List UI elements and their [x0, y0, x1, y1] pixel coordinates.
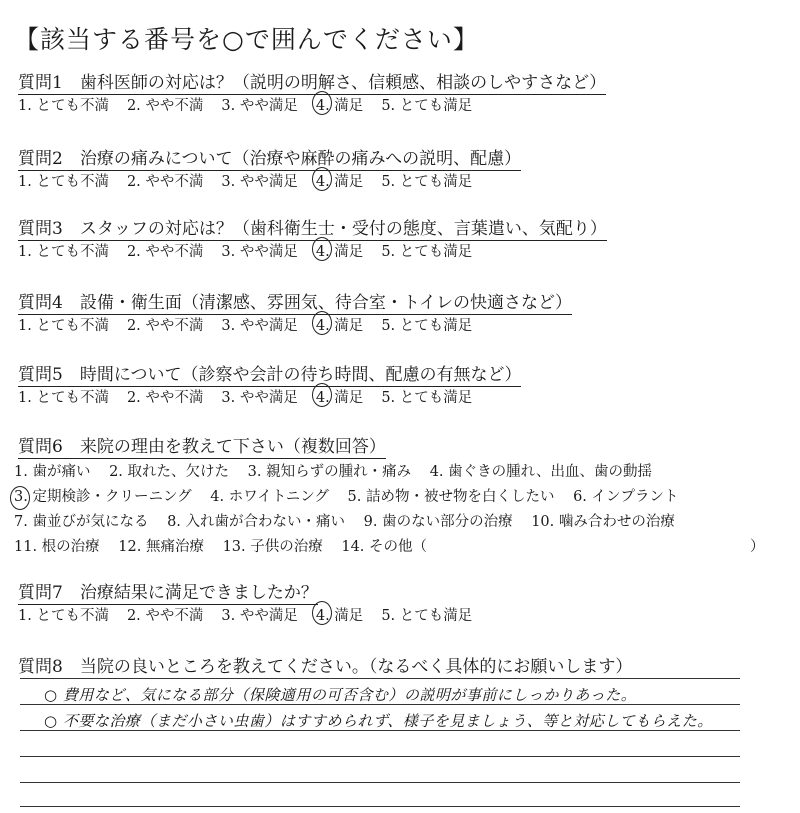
option-3[interactable]: 3. やや満足: [221, 318, 298, 334]
option-4-selected[interactable]: 4. 満足: [316, 386, 363, 407]
option-4-selected[interactable]: 4. 満足: [316, 604, 363, 625]
option-2[interactable]: 2. やや不満: [126, 318, 204, 334]
option-1[interactable]: 1. とても不満: [18, 244, 109, 260]
option-5[interactable]: 5. とても満足: [381, 244, 473, 260]
option-3[interactable]: 3. やや満足: [221, 98, 298, 114]
answer-line: [20, 704, 740, 705]
handwritten-answer-1: ○ 費用など、気になる部分（保険適用の可否含む）の説明が事前にしっかりあった。: [44, 686, 637, 704]
option-2[interactable]: 2. やや不満: [126, 390, 204, 406]
answer-line: [20, 806, 740, 807]
option-2[interactable]: 2. やや不満: [126, 98, 204, 114]
option-1[interactable]: 1. とても不満: [18, 318, 109, 334]
option-1[interactable]: 1. とても不満: [18, 174, 109, 190]
question-title: 質問3 スタッフの対応は？（歯科衛生士・受付の態度、言葉遣い、気配り）: [18, 214, 607, 241]
reason-13[interactable]: 13. 子供の治療: [222, 539, 323, 555]
options-row: [18, 314, 490, 335]
reason-white-fillings[interactable]: 5. 詰め物・被せ物を白くしたい: [347, 489, 555, 505]
reason-11[interactable]: 11. 根の治療: [14, 539, 100, 555]
option-3[interactable]: 3. やや満足: [221, 174, 298, 190]
option-4-selected[interactable]: 4. 満足: [316, 94, 363, 115]
option-2[interactable]: 2. やや不満: [126, 174, 204, 190]
reason-9[interactable]: 9. 歯のない部分の治療: [363, 514, 513, 530]
option-3[interactable]: 3. やや満足: [221, 608, 298, 624]
question-title: 質問6 来院の理由を教えて下さい（複数回答）: [18, 432, 386, 459]
handwritten-answer-2: ○ 不要な治療（まだ小さい虫歯）はすすめられず、様子を見ましょう、等と対応してもらえた。: [44, 712, 713, 730]
reason-8[interactable]: 8. 入れ歯が合わない・痛い: [167, 514, 346, 530]
option-4-selected[interactable]: 4. 満足: [316, 170, 363, 191]
answer-line: [20, 782, 740, 783]
question-title: 質問5 時間について（診察や会計の待ち時間、配慮の有無など）: [18, 360, 521, 387]
reason-implant[interactable]: 6. インプラント: [573, 489, 679, 505]
question-title: 質問1 歯科医師の対応は？（説明の明解さ、信頼感、相談のしやすさなど）: [18, 68, 606, 95]
option-2[interactable]: 2. やや不満: [126, 244, 204, 260]
q6-reasons-row-2: [14, 485, 693, 506]
option-5[interactable]: 5. とても満足: [381, 390, 473, 406]
option-1[interactable]: 1. とても不満: [18, 98, 109, 114]
q6-reasons-row-1: [14, 460, 666, 481]
question-8-title: 質問8 当院の良いところを教えてください。（なるべく具体的にお願いします）: [18, 657, 633, 677]
answer-line: [20, 730, 740, 731]
option-1[interactable]: 1. とても不満: [18, 390, 109, 406]
options-row: [18, 170, 490, 191]
reason-2[interactable]: 2. 取れた、欠けた: [109, 464, 230, 480]
other-close-paren: ）: [750, 539, 765, 555]
question-title: 質問2 治療の痛みについて（治療や麻酔の痛みへの説明、配慮）: [18, 144, 521, 171]
q6-reasons-row-4: [14, 535, 794, 556]
option-3[interactable]: 3. やや満足: [221, 244, 298, 260]
options-row: [18, 240, 490, 261]
reason-whitening[interactable]: 4. ホワイトニング: [210, 489, 329, 505]
option-4-selected[interactable]: 4. 満足: [316, 240, 363, 261]
option-5[interactable]: 5. とても満足: [381, 98, 473, 114]
q6-reasons-row-3: [14, 510, 689, 531]
options-row: [18, 94, 490, 115]
options-row: [18, 604, 490, 625]
option-5[interactable]: 5. とても満足: [381, 608, 473, 624]
option-2[interactable]: 2. やや不満: [126, 608, 204, 624]
reason-1[interactable]: 1. 歯が痛い: [14, 464, 91, 480]
reason-4[interactable]: 4. 歯ぐきの腫れ、出血、歯の動揺: [429, 464, 652, 480]
option-5[interactable]: 5. とても満足: [381, 318, 473, 334]
option-5[interactable]: 5. とても満足: [381, 174, 473, 190]
instruction-header: 【該当する番号を○で囲んでください】: [14, 25, 479, 54]
option-1[interactable]: 1. とても不満: [18, 608, 109, 624]
answer-line: [20, 678, 740, 679]
reason-10[interactable]: 10. 噛み合わせの治療: [531, 514, 675, 530]
reason-7[interactable]: 7. 歯並びが気になる: [14, 514, 149, 530]
reason-checkup-selected[interactable]: 3. 定期検診・クリーニング: [14, 489, 192, 505]
options-row: [18, 386, 490, 407]
reason-14-other[interactable]: 14. その他（: [341, 539, 428, 555]
reason-12[interactable]: 12. 無痛治療: [118, 539, 204, 555]
question-title: 質問4 設備・衛生面（清潔感、雰囲気、待合室・トイレの快適さなど）: [18, 288, 572, 315]
answer-line: [20, 756, 740, 757]
reason-3[interactable]: 3. 親知らずの腫れ・痛み: [247, 464, 412, 480]
option-3[interactable]: 3. やや満足: [221, 390, 298, 406]
option-4-selected[interactable]: 4. 満足: [316, 314, 363, 335]
question-title: 質問7 治療結果に満足できましたか？: [18, 578, 318, 605]
